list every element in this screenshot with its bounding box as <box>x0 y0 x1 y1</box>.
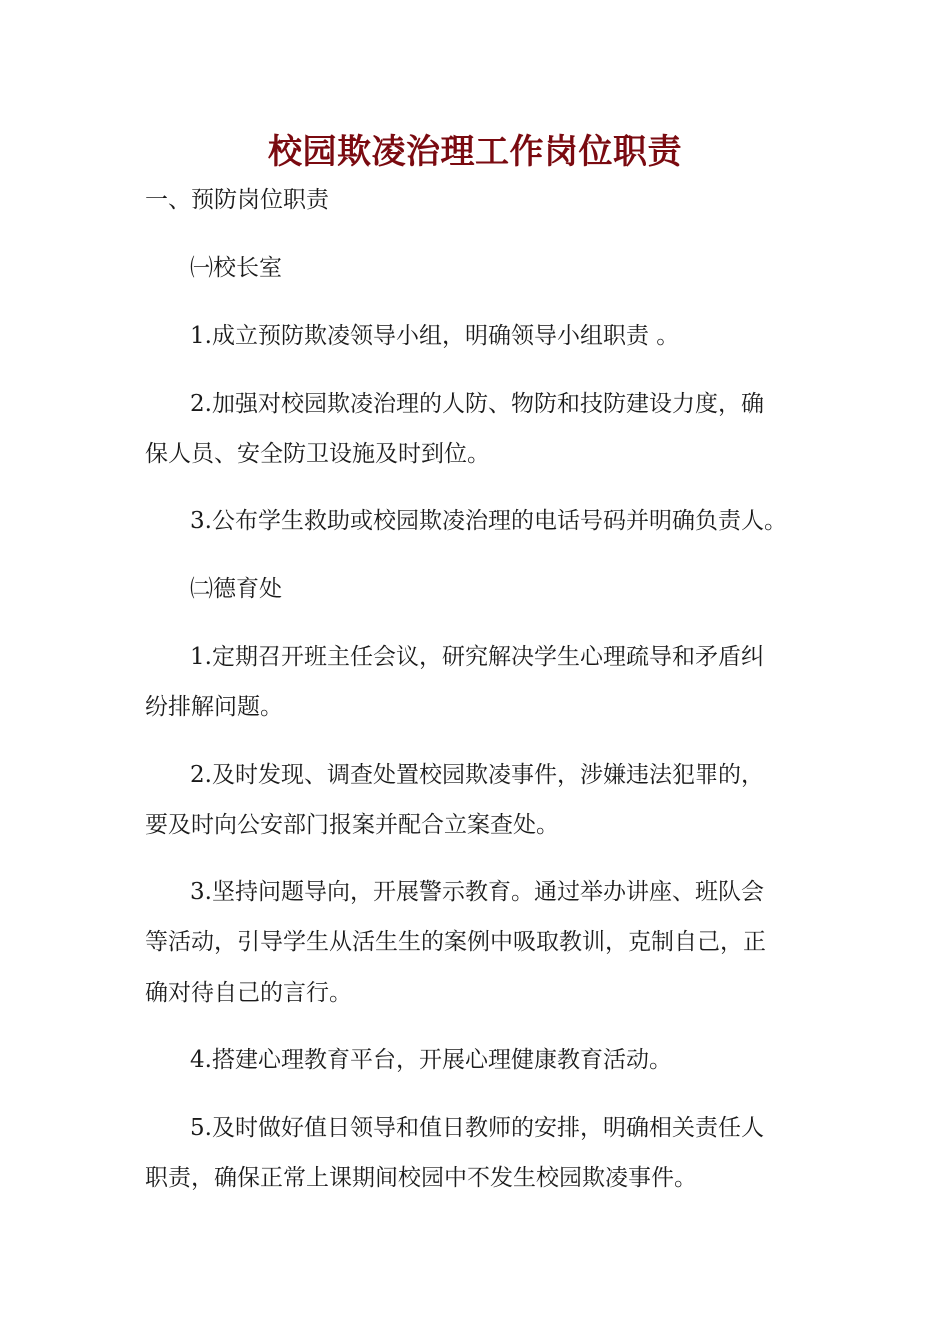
paragraph-line: 保人员、安全防卫设施及时到位。 <box>145 441 490 467</box>
subsection-heading-moral-education-office: ㈡德育处 <box>190 576 282 602</box>
paragraph-line: 等活动，引导学生从活生生的案例中吸取教训，克制自己，正 <box>145 929 766 955</box>
paragraph-line: 3.坚持问题导向，开展警示教育。通过举办讲座、班队会 <box>190 879 764 905</box>
paragraph-line: 1.定期召开班主任会议，研究解决学生心理疏导和矛盾纠 <box>190 644 764 670</box>
paragraph-line: 2.加强对校园欺凌治理的人防、物防和技防建设力度，确 <box>190 391 764 417</box>
paragraph-line: 要及时向公安部门报案并配合立案查处。 <box>145 812 559 838</box>
paragraph-line: 5.及时做好值日领导和值日教师的安排，明确相关责任人 <box>190 1115 764 1141</box>
paragraph-line: 3.公布学生救助或校园欺凌治理的电话号码并明确负责人。 <box>190 508 787 534</box>
paragraph-line: 确对待自己的言行。 <box>145 980 352 1006</box>
subsection-heading-principal-office: ㈠校长室 <box>190 255 282 281</box>
paragraph-line: 4.搭建心理教育平台，开展心理健康教育活动。 <box>190 1047 672 1073</box>
section-heading-prevention: 一、预防岗位职责 <box>145 187 329 213</box>
paragraph-line: 纷排解问题。 <box>145 694 283 720</box>
paragraph-line: 职责，确保正常上课期间校园中不发生校园欺凌事件。 <box>145 1165 697 1191</box>
paragraph-line: 1.成立预防欺凌领导小组，明确领导小组职责 。 <box>190 323 680 349</box>
document-title: 校园欺凌治理工作岗位职责 <box>268 132 682 172</box>
paragraph-line: 2.及时发现、调查处置校园欺凌事件，涉嫌违法犯罪的， <box>190 762 764 788</box>
